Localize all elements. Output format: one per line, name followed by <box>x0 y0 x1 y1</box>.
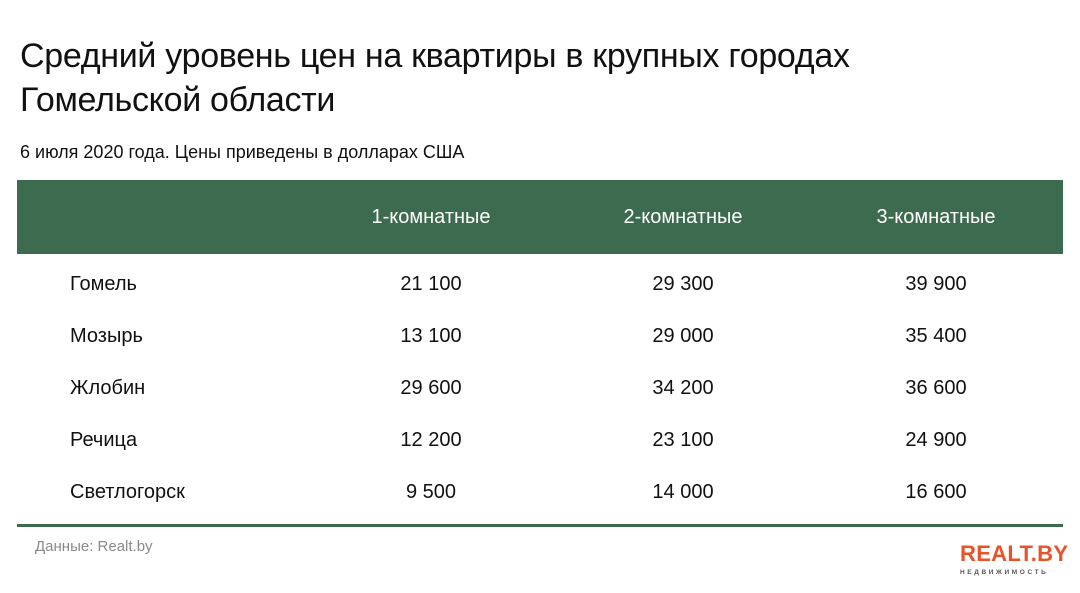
table-row <box>17 362 1063 414</box>
cell-three-room: 36 600 <box>905 376 967 399</box>
cell-city: Гомель <box>70 272 137 295</box>
cell-one-room: 29 600 <box>400 376 462 399</box>
table-row <box>17 310 1063 362</box>
cell-city: Жлобин <box>70 376 146 399</box>
logo-wordmark: REALT.BY <box>960 541 1069 566</box>
header-three-room: 3-комнатные <box>876 205 996 228</box>
table-row <box>17 466 1063 518</box>
cell-one-room: 12 200 <box>400 428 462 451</box>
cell-two-room: 29 300 <box>652 272 714 295</box>
cell-two-room: 23 100 <box>652 428 714 451</box>
cell-two-room: 29 000 <box>652 324 714 347</box>
cell-city: Светлогорск <box>70 480 185 503</box>
header-two-room: 2-комнатные <box>623 205 743 228</box>
header-one-room: 1-комнатные <box>371 205 491 228</box>
cell-three-room: 16 600 <box>905 480 967 503</box>
page-title: Средний уровень цен на квартиры в крупных городах Гомельской области <box>20 37 850 119</box>
cell-one-room: 9 500 <box>405 480 457 503</box>
price-table-container <box>17 180 1063 527</box>
price-table <box>17 180 1063 518</box>
source-note: Данные: Realt.by <box>35 538 153 555</box>
page-subtitle: 6 июля 2020 года. Цены приведены в долларах США <box>20 142 465 162</box>
table-header-row <box>17 180 1063 254</box>
cell-three-room: 39 900 <box>905 272 967 295</box>
cell-two-room: 14 000 <box>652 480 714 503</box>
cell-city: Мозырь <box>70 324 143 347</box>
cell-three-room: 24 900 <box>905 428 967 451</box>
header-city <box>17 180 305 254</box>
cell-city: Речица <box>70 428 138 451</box>
table-bottom-rule <box>17 524 1063 527</box>
table-row <box>17 414 1063 466</box>
realt-logo <box>960 541 1069 582</box>
table-header <box>17 180 1063 254</box>
table-body <box>17 254 1063 518</box>
cell-two-room: 34 200 <box>652 376 714 399</box>
cell-three-room: 35 400 <box>905 324 967 347</box>
cell-one-room: 13 100 <box>400 324 462 347</box>
logo-tagline: НЕДВИЖИМОСТЬ <box>960 569 1049 576</box>
table-row <box>17 254 1063 310</box>
cell-one-room: 21 100 <box>400 272 462 295</box>
